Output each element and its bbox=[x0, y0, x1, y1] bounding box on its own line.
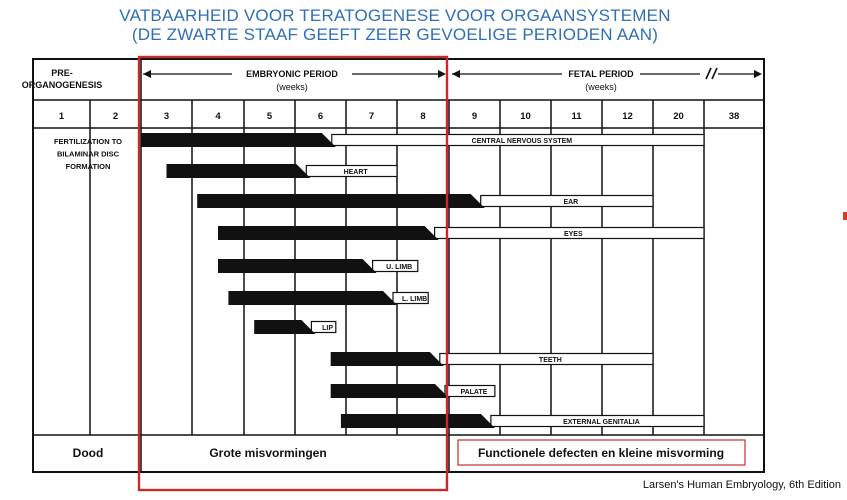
fetal-period-label: FETAL PERIOD bbox=[568, 69, 634, 79]
organ-label: LIP bbox=[322, 325, 334, 332]
week-tick-label: 6 bbox=[317, 111, 324, 122]
fetal-arrowhead-right bbox=[754, 70, 762, 78]
fetal-break-mark bbox=[712, 68, 717, 79]
organ-label: CENTRAL NERVOUS SYSTEM bbox=[471, 138, 573, 145]
week-tick-label: 12 bbox=[622, 111, 633, 122]
week-tick-label: 10 bbox=[520, 111, 531, 122]
sensitive-bar bbox=[331, 384, 449, 398]
organ-label: PALATE bbox=[460, 389, 488, 396]
embryonic-arrowhead-right bbox=[438, 70, 446, 78]
week-tick-label: 38 bbox=[728, 111, 740, 122]
week-tick-label: 4 bbox=[215, 111, 221, 122]
week-tick-label: 5 bbox=[266, 111, 273, 122]
week-tick-label: 8 bbox=[420, 111, 426, 122]
outcome-label-death: Dood bbox=[72, 446, 104, 460]
sensitive-bar bbox=[228, 291, 397, 305]
week-tick-label: 1 bbox=[58, 111, 65, 122]
week-tick-label: 7 bbox=[368, 111, 375, 122]
organ-label: EAR bbox=[563, 199, 579, 206]
week-tick-label: 2 bbox=[112, 111, 119, 122]
sensitive-bar bbox=[341, 414, 495, 428]
fertilization-note: FERTILIZATION TO bbox=[53, 137, 123, 146]
sensitive-bar bbox=[331, 352, 444, 366]
outcome-label-major: Grote misvormingen bbox=[209, 446, 327, 460]
fertilization-note: FORMATION bbox=[65, 162, 111, 171]
pre-organogenesis-label: ORGANOGENESIS bbox=[21, 80, 103, 90]
organ-label: TEETH bbox=[538, 357, 562, 364]
title-line-1: VATBAARHEID VOOR TERATOGENESE VOOR ORGAANSYSTEMEN bbox=[119, 6, 671, 25]
source-credit: Larsen's Human Embryology, 6th Edition bbox=[642, 479, 841, 491]
edge-mark bbox=[843, 212, 847, 220]
embryonic-arrowhead-left bbox=[143, 70, 151, 78]
fetal-weeks-label: (weeks) bbox=[585, 82, 617, 92]
sensitive-bar bbox=[254, 320, 315, 334]
embryonic-weeks-label: (weeks) bbox=[276, 82, 308, 92]
week-tick-label: 11 bbox=[571, 111, 582, 122]
sensitive-bar bbox=[167, 164, 311, 178]
organ-label: HEART bbox=[343, 169, 368, 176]
embryonic-period-label: EMBRYONIC PERIOD bbox=[246, 69, 338, 79]
fertilization-note: BILAMINAR DISC bbox=[56, 149, 120, 159]
outcome-label-minor: Functionele defecten en kleine misvorming bbox=[477, 446, 725, 460]
fetal-break-mark bbox=[706, 68, 711, 79]
sensitive-bar bbox=[218, 259, 377, 273]
fetal-arrowhead-left bbox=[452, 70, 460, 78]
week-tick-label: 20 bbox=[673, 111, 684, 122]
sensitive-bar bbox=[197, 194, 485, 208]
sensitive-bar bbox=[141, 133, 336, 147]
organ-label: EXTERNAL GENITALIA bbox=[563, 419, 640, 426]
pre-organogenesis-label: PRE- bbox=[51, 68, 73, 78]
week-tick-label: 3 bbox=[163, 111, 170, 122]
sensitive-bar bbox=[218, 226, 439, 240]
week-tick-label: 9 bbox=[471, 111, 478, 122]
organ-label: U. LIMB bbox=[386, 264, 413, 271]
organ-label: L. LIMB bbox=[401, 296, 428, 303]
organ-label: EYES bbox=[563, 231, 583, 238]
title-line-2: (DE ZWARTE STAAF GEEFT ZEER GEVOELIGE PERIODEN AAN) bbox=[131, 25, 659, 44]
